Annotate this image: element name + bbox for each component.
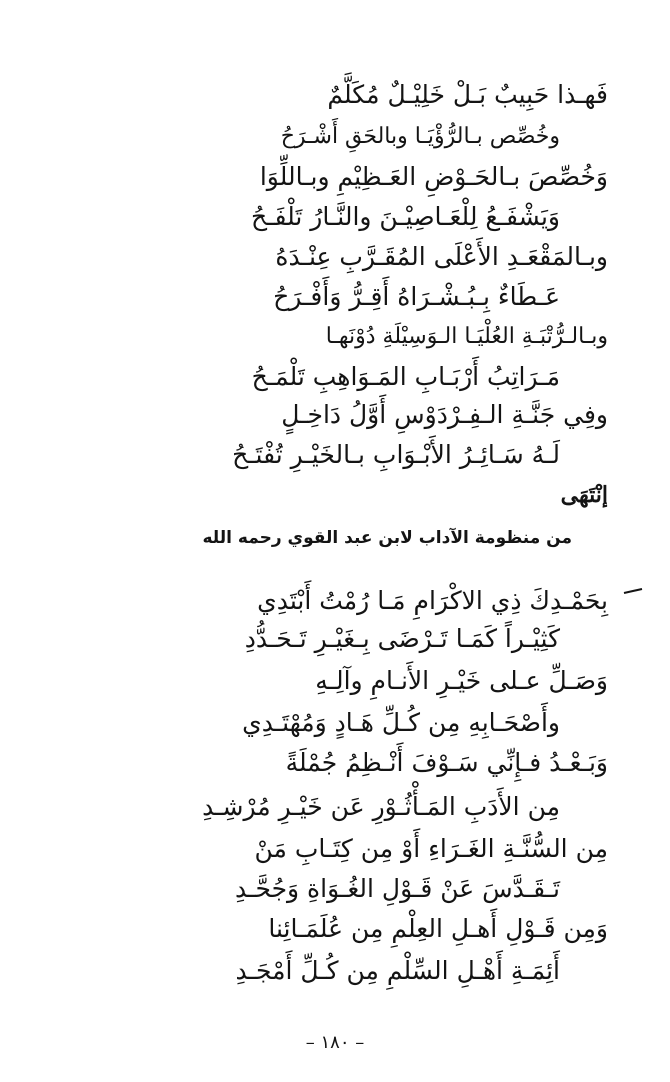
verse-line: تَـقَـدَّسَ عَنْ قَـوْلِ الغُـوَاةِ وَجُحَّـدِ [235, 874, 560, 903]
verse-line: فَهـذا حَبِيبٌ بَـلْ خَلِيْـلٌ مُكَلَّمٌ [327, 80, 608, 109]
verse-line: مِن الأَدَبِ المَـأْثُـوْرِ عَن خَيْـرِ مُرْشِـدِ [202, 792, 560, 821]
verse-line: وَبَـعْـدُ فـإِنِّي سَـوْفَ أَنْـظِمُ جُمْلَةً [285, 748, 608, 777]
verse-line: وبـالـرُّتْبَـةِ العُلْيَـا الـوَسِيْلَةِ دُوْنَهـا [325, 324, 608, 349]
page-number: – ١٨٠ – [305, 1032, 365, 1053]
verse-line: أَئِمَـةِ أَهْـلِ السِّلْمِ مِن كُـلِّ أَمْجَـدِ [235, 956, 560, 985]
verse-line: وخُصِّص بـالرُّؤْيَـا وبالحَقِ أَشْـرَحُ [280, 124, 560, 149]
end-marker: إنْتَهَى [560, 482, 608, 508]
verse-line: عَـطَاءٌ بِـبُـشْـرَاهُ أَقِـرُّ وَأَفْـرَحُ [273, 282, 560, 311]
margin-mark-icon [622, 583, 646, 597]
section-heading: من منظومة الآداب لابن عبد القوي رحمه الله [202, 528, 572, 548]
verse-line: مَـرَاتِبُ أَرْبَـابِ المَـوَاهِبِ تَلْمَـحُ [251, 362, 560, 391]
verse-line: وفِي جَنَّـةِ الـفِـرْدَوْسِ أَوَّلُ دَاخِـلٍ [281, 400, 608, 429]
verse-line: وَيَشْفَـعُ لِلْعَـاصِيْـنَ والنَّـارُ تَلْفَـحُ [250, 202, 560, 231]
verse-line: وَمِن قَـوْلِ أَهـلِ العِلْمِ مِن عُلَمَـائِنا [268, 914, 608, 943]
verse-line: مِن السُّنَّـةِ الغَـرَاءِ أَوْ مِن كِتَـابِ مَنْ [254, 834, 608, 863]
verse-line: وبـالمَقْعَـدِ الأَعْلَى المُقَـرَّبِ عِنْـدَهُ [275, 242, 608, 271]
verse-line: وأَصْحَـابِهِ مِن كُـلِّ هَـادٍ وَمُهْتَـدِي [242, 708, 560, 737]
verse-line: لَـهُ سَـائِـرُ الأَبْـوَابِ بـالخَيْـرِ تُفْتَـحُ [232, 440, 560, 469]
verse-line: وَخُصِّصَ بـالحَـوْضِ العَـظِيْمِ وبـاللِّوَا [259, 162, 608, 191]
verse-line: بِحَمْـدِكَ ذِي الاكْرَامِ مَـا رُمْتُ أَبْتَدِي [257, 586, 608, 615]
verse-line: وَصَـلِّ عـلى خَيْـرِ الأَنـامِ وآلِـهِ [315, 666, 608, 695]
verse-line: كَثِيْـراً كَمَـا تَـرْضَى بِـغَيْـرِ تَـحَـدُّدِ [244, 624, 560, 653]
